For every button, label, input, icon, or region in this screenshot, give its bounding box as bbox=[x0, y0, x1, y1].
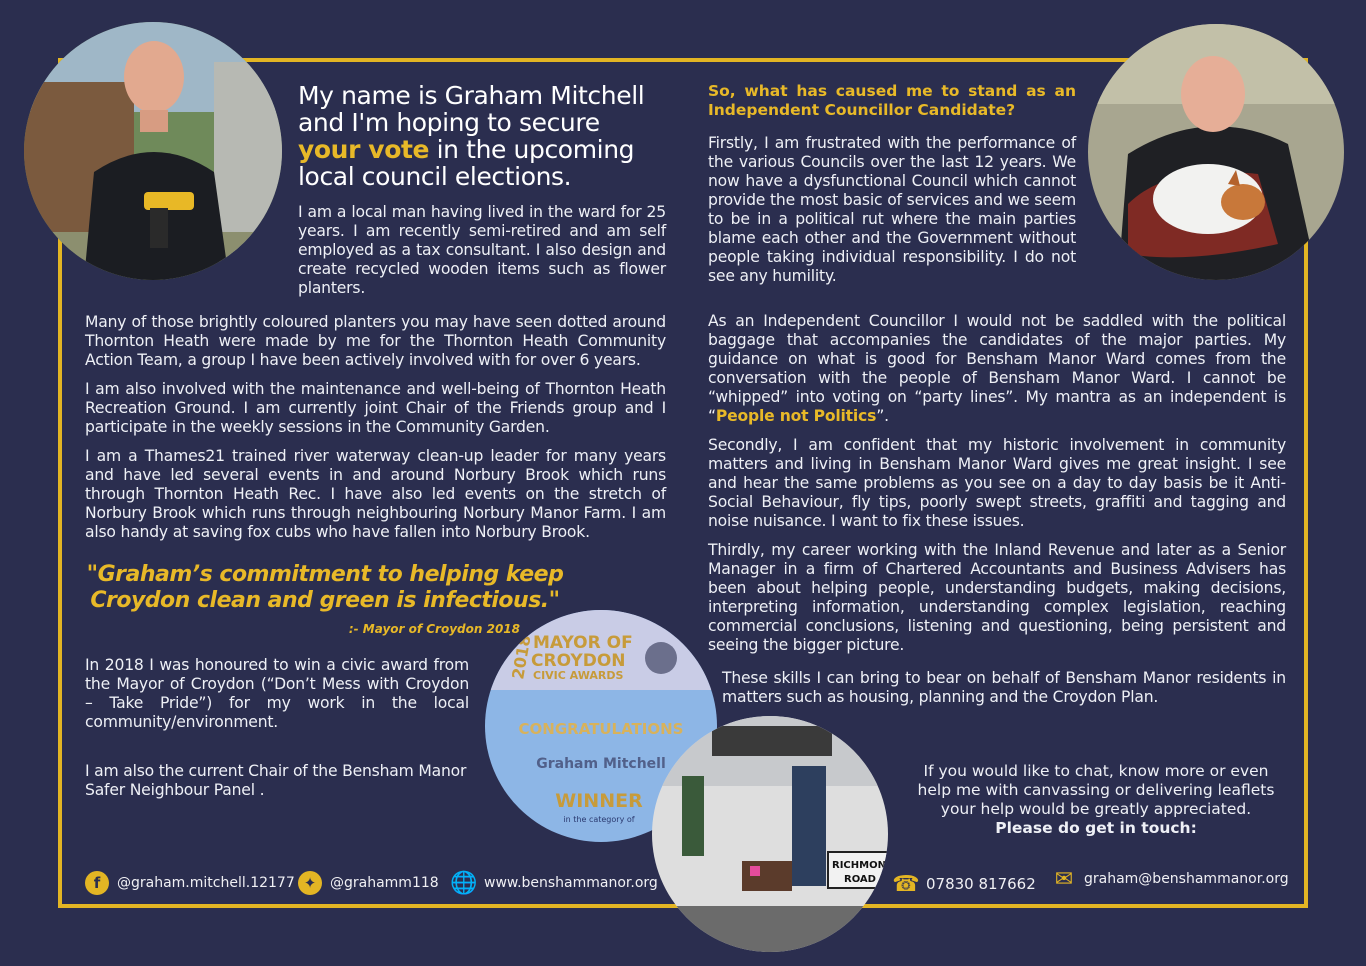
phone-number: 07830 817662 bbox=[926, 875, 1036, 893]
twitter-icon: ✦ bbox=[298, 871, 322, 895]
chair-paragraph: I am also the current Chair of the Bensham Manor Safer Neighbour Panel . bbox=[85, 762, 467, 799]
quote-attribution: :- Mayor of Croydon 2018 bbox=[348, 622, 520, 636]
left-column-text bbox=[85, 313, 666, 552]
award-congrats-text: CONGRATULATIONS bbox=[518, 720, 684, 738]
recreation-ground-paragraph: I am also involved with the maintenance and well-being of Thornton Heath Recreation Ground. I am currently joint Chair of the Friends group and I participate in the weekly sessions in the Community Garden. bbox=[85, 380, 666, 436]
email-link[interactable] bbox=[1052, 866, 1289, 892]
envelope-icon: ✉ bbox=[1054, 866, 1074, 892]
contact-call-to-action bbox=[905, 762, 1287, 838]
award-line3-text: CIVIC AWARDS bbox=[533, 669, 624, 682]
twitter-link[interactable] bbox=[298, 870, 439, 896]
street-sign-line2-text: ROAD bbox=[844, 874, 876, 885]
group-photo-street bbox=[652, 716, 888, 952]
contact-text: If you would like to chat, know more or even help me with canvassing or delivering leaflets your help would be greatly appreciated. bbox=[917, 762, 1275, 818]
email-address: graham@benshammanor.org bbox=[1084, 871, 1289, 887]
award-line1-text: MAYOR OF bbox=[533, 633, 633, 653]
website-link[interactable] bbox=[452, 870, 658, 896]
contact-cta: Please do get in touch: bbox=[995, 819, 1197, 837]
right-intro: Firstly, I am frustrated with the performance of the various Councils over the last 12 years. We now have a dysfunctional Council which cannot provide the most basic of services and we seem to be in a political rut where the main parties blame each other and the Government without people taking individual responsibility. I do not see any humility. bbox=[708, 134, 1076, 285]
street-sign-line1-text: RICHMON bbox=[832, 860, 886, 871]
coat-of-arms-icon bbox=[645, 642, 677, 674]
skills-paragraph: These skills I can bring to bear on behalf of Bensham Manor residents in matters such as housing, planning and the Croydon Plan. bbox=[722, 669, 1286, 706]
facebook-icon: f bbox=[85, 871, 109, 895]
phone-icon: ☎ bbox=[892, 871, 920, 897]
facebook-handle: @graham.mitchell.12177 bbox=[117, 875, 295, 891]
portrait-photo-fox-cub bbox=[1088, 24, 1344, 280]
mayor-quote: "Graham’s commitment to helping keep Croydon clean and green is infectious." bbox=[86, 562, 564, 613]
secondly-paragraph: Secondly, I am confident that my historic involvement in community matters and living in Bensham Manor Ward gives me great insight. I see and hear the same problems as you see on a day to day basis be it Anti-Social Behaviour, fly tips, poorly swept streets, graffiti and tagging and noise nuisance. I want to fix these issues. bbox=[708, 436, 1286, 530]
right-column-text bbox=[708, 312, 1286, 665]
website-url: www.benshammanor.org bbox=[484, 875, 658, 891]
right-heading: So, what has caused me to stand as an Independent Councillor Candidate? bbox=[708, 82, 1076, 119]
award-paragraph: In 2018 I was honoured to win a civic award from the Mayor of Croydon (“Don’t Mess with Croydon – Take Pride”) for my work in the local community/environment. bbox=[85, 656, 469, 731]
twitter-handle: @grahamm118 bbox=[330, 875, 439, 891]
award-winner-text: WINNER bbox=[555, 790, 643, 812]
portrait-photo-drill bbox=[24, 22, 282, 280]
independent-paragraph: As an Independent Councillor I would not be saddled with the political baggage that accompanies the candidates of the major parties. My guidance on what is good for Bensham Manor Ward comes from the conversation with the people of Bensham Manor Ward. I cannot be “whipped” into voting on “party lines”. My mantra as an independent is “People not Politics”. bbox=[708, 312, 1286, 425]
intro-paragraph: I am a local man having lived in the ward for 25 years. I am recently semi-retired and am self employed as a tax consultant. I also design and create recycled wooden items such as flower planters. bbox=[298, 203, 666, 297]
phone-link[interactable] bbox=[894, 871, 1036, 897]
planters-paragraph: Many of those brightly coloured planters you may have seen dotted around Thornton Heath were made by me for the Thornton Heath Community Action Team, a group I have been actively involved with for over 6 years. bbox=[85, 313, 666, 369]
award-category-text: in the category of bbox=[563, 815, 635, 824]
award-year-text: 2018 bbox=[508, 633, 535, 681]
globe-icon: 🌐 bbox=[450, 870, 478, 896]
facebook-link[interactable] bbox=[85, 870, 295, 896]
award-line2-text: CROYDON bbox=[531, 651, 626, 671]
thirdly-paragraph: Thirdly, my career working with the Inland Revenue and later as a Senior Manager in a firm of Chartered Accountants and Business Advisers has been about helping people, understanding budgets, making decisions, interpreting information, understanding complex legislation, reaching commercial conclusions, listening and questioning, being persistent and seeing the bigger picture. bbox=[708, 541, 1286, 654]
thames21-paragraph: I am a Thames21 trained river waterway clean-up leader for many years and have led several events in and around Norbury Brook which runs through Thornton Heath Rec. I have also led events on the stretch of Norbury Brook which runs through neighbouring Norbury Manor Farm. I am also handy at saving fox cubs who have fallen into Norbury Brook. bbox=[85, 447, 666, 541]
award-name-text: Graham Mitchell bbox=[536, 756, 666, 772]
headline: My name is Graham Mitchell and I'm hoping to secure your vote in the upcoming local council elections. bbox=[298, 81, 645, 191]
